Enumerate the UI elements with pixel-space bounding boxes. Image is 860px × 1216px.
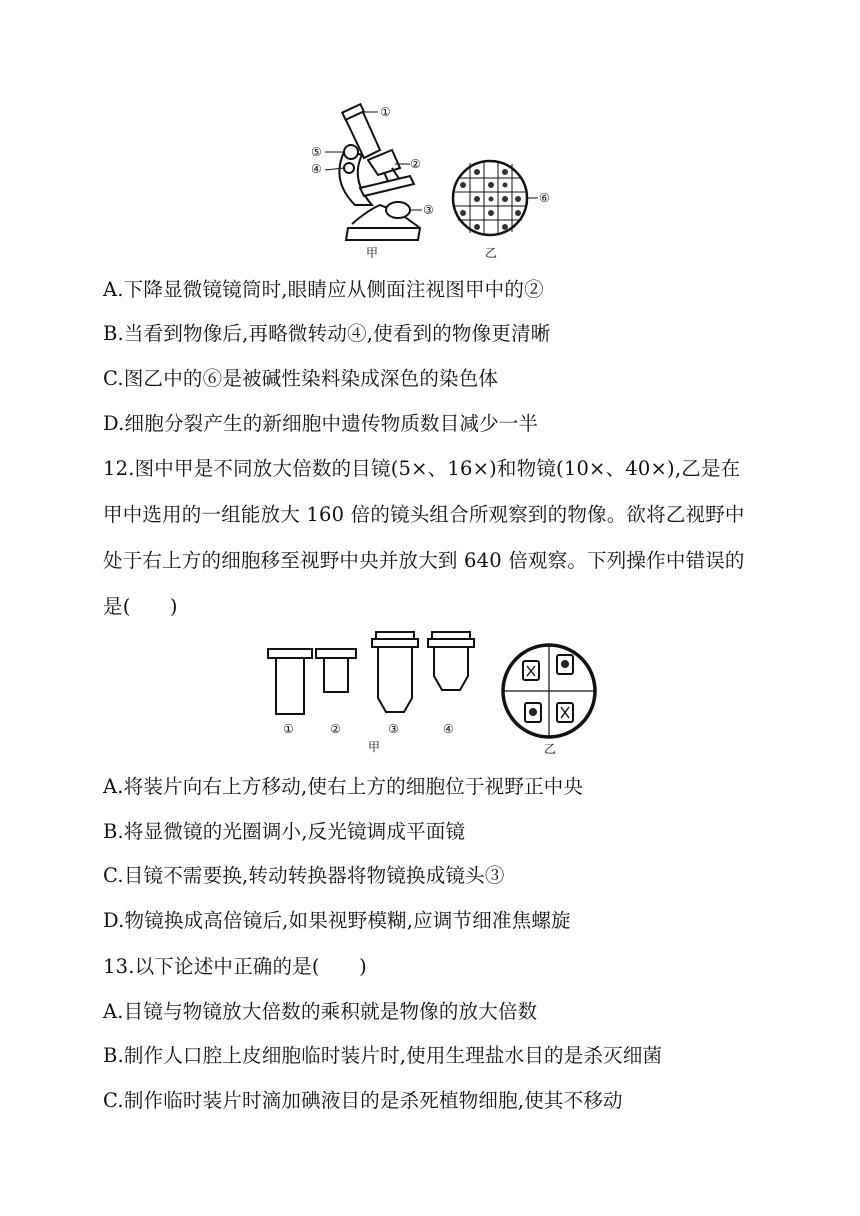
lens-number-3: ③ <box>388 722 399 736</box>
q11-option-a: A.下降显微镜镜筒时,眼睛应从侧面注视图甲中的② <box>103 278 544 301</box>
marker-2: ② <box>410 157 421 171</box>
q13-option-b: B.制作人口腔上皮细胞临时装片时,使用生理盐水目的是杀灭细菌 <box>103 1044 663 1067</box>
q12-option-b: B.将显微镜的光圈调小,反光镜调成平面镜 <box>103 820 466 843</box>
lens-3-objective <box>372 632 418 712</box>
q13-option-c: C.制作临时装片时滴加碘液目的是杀死植物细胞,使其不移动 <box>103 1089 623 1112</box>
field-of-view <box>503 645 595 737</box>
figure2-label-yi: 乙 <box>544 742 557 756</box>
marker-4: ④ <box>311 162 322 176</box>
lens-number-1: ① <box>283 722 294 736</box>
q13-option-a: A.目镜与物镜放大倍数的乘积就是物像的放大倍数 <box>103 1000 538 1023</box>
q12-stem-line-4: 是( ) <box>103 595 178 618</box>
q13-stem: 13.以下论述中正确的是( ) <box>103 955 367 978</box>
lens-number-4: ④ <box>443 722 454 736</box>
q12-stem-line-3: 处于右上方的细胞移至视野中央并放大到 640 倍观察。下列操作中错误的 <box>103 549 745 572</box>
lens-number-2: ② <box>330 722 341 736</box>
q11-option-c: C.图乙中的⑥是被碱性染料染成深色的染色体 <box>103 367 499 390</box>
figure1-label-jia: 甲 <box>366 246 379 260</box>
figure2-label-jia: 甲 <box>368 740 381 754</box>
q12-option-c: C.目镜不需要换,转动转换器将物镜换成镜头③ <box>103 864 505 887</box>
q12-stem-line-1: 12.图中甲是不同放大倍数的目镜(5×、16×)和物镜(10×、40×),乙是在 <box>103 457 741 480</box>
marker-5: ⑤ <box>311 145 322 159</box>
q12-option-d: D.物镜换成高倍镜后,如果视野模糊,应调节细准焦螺旋 <box>103 909 571 932</box>
marker-3: ③ <box>423 203 434 217</box>
q12-stem-line-2: 甲中选用的一组能放大 160 倍的镜头组合所观察到的物像。欲将乙视野中 <box>103 503 745 526</box>
lens-4-objective <box>428 632 474 690</box>
lens-2-eyepiece <box>316 649 356 692</box>
q11-option-d: D.细胞分裂产生的新细胞中遗传物质数目减少一半 <box>103 412 539 435</box>
marker-6: ⑥ <box>539 191 550 205</box>
q11-option-b: B.当看到物像后,再略微转动④,使看到的物像更清晰 <box>103 322 551 345</box>
lens-1-eyepiece <box>268 649 312 714</box>
q12-option-a: A.将装片向右上方移动,使右上方的细胞位于视野正中央 <box>103 775 584 798</box>
marker-1: ① <box>380 105 391 119</box>
figure1-label-yi: 乙 <box>485 246 498 260</box>
